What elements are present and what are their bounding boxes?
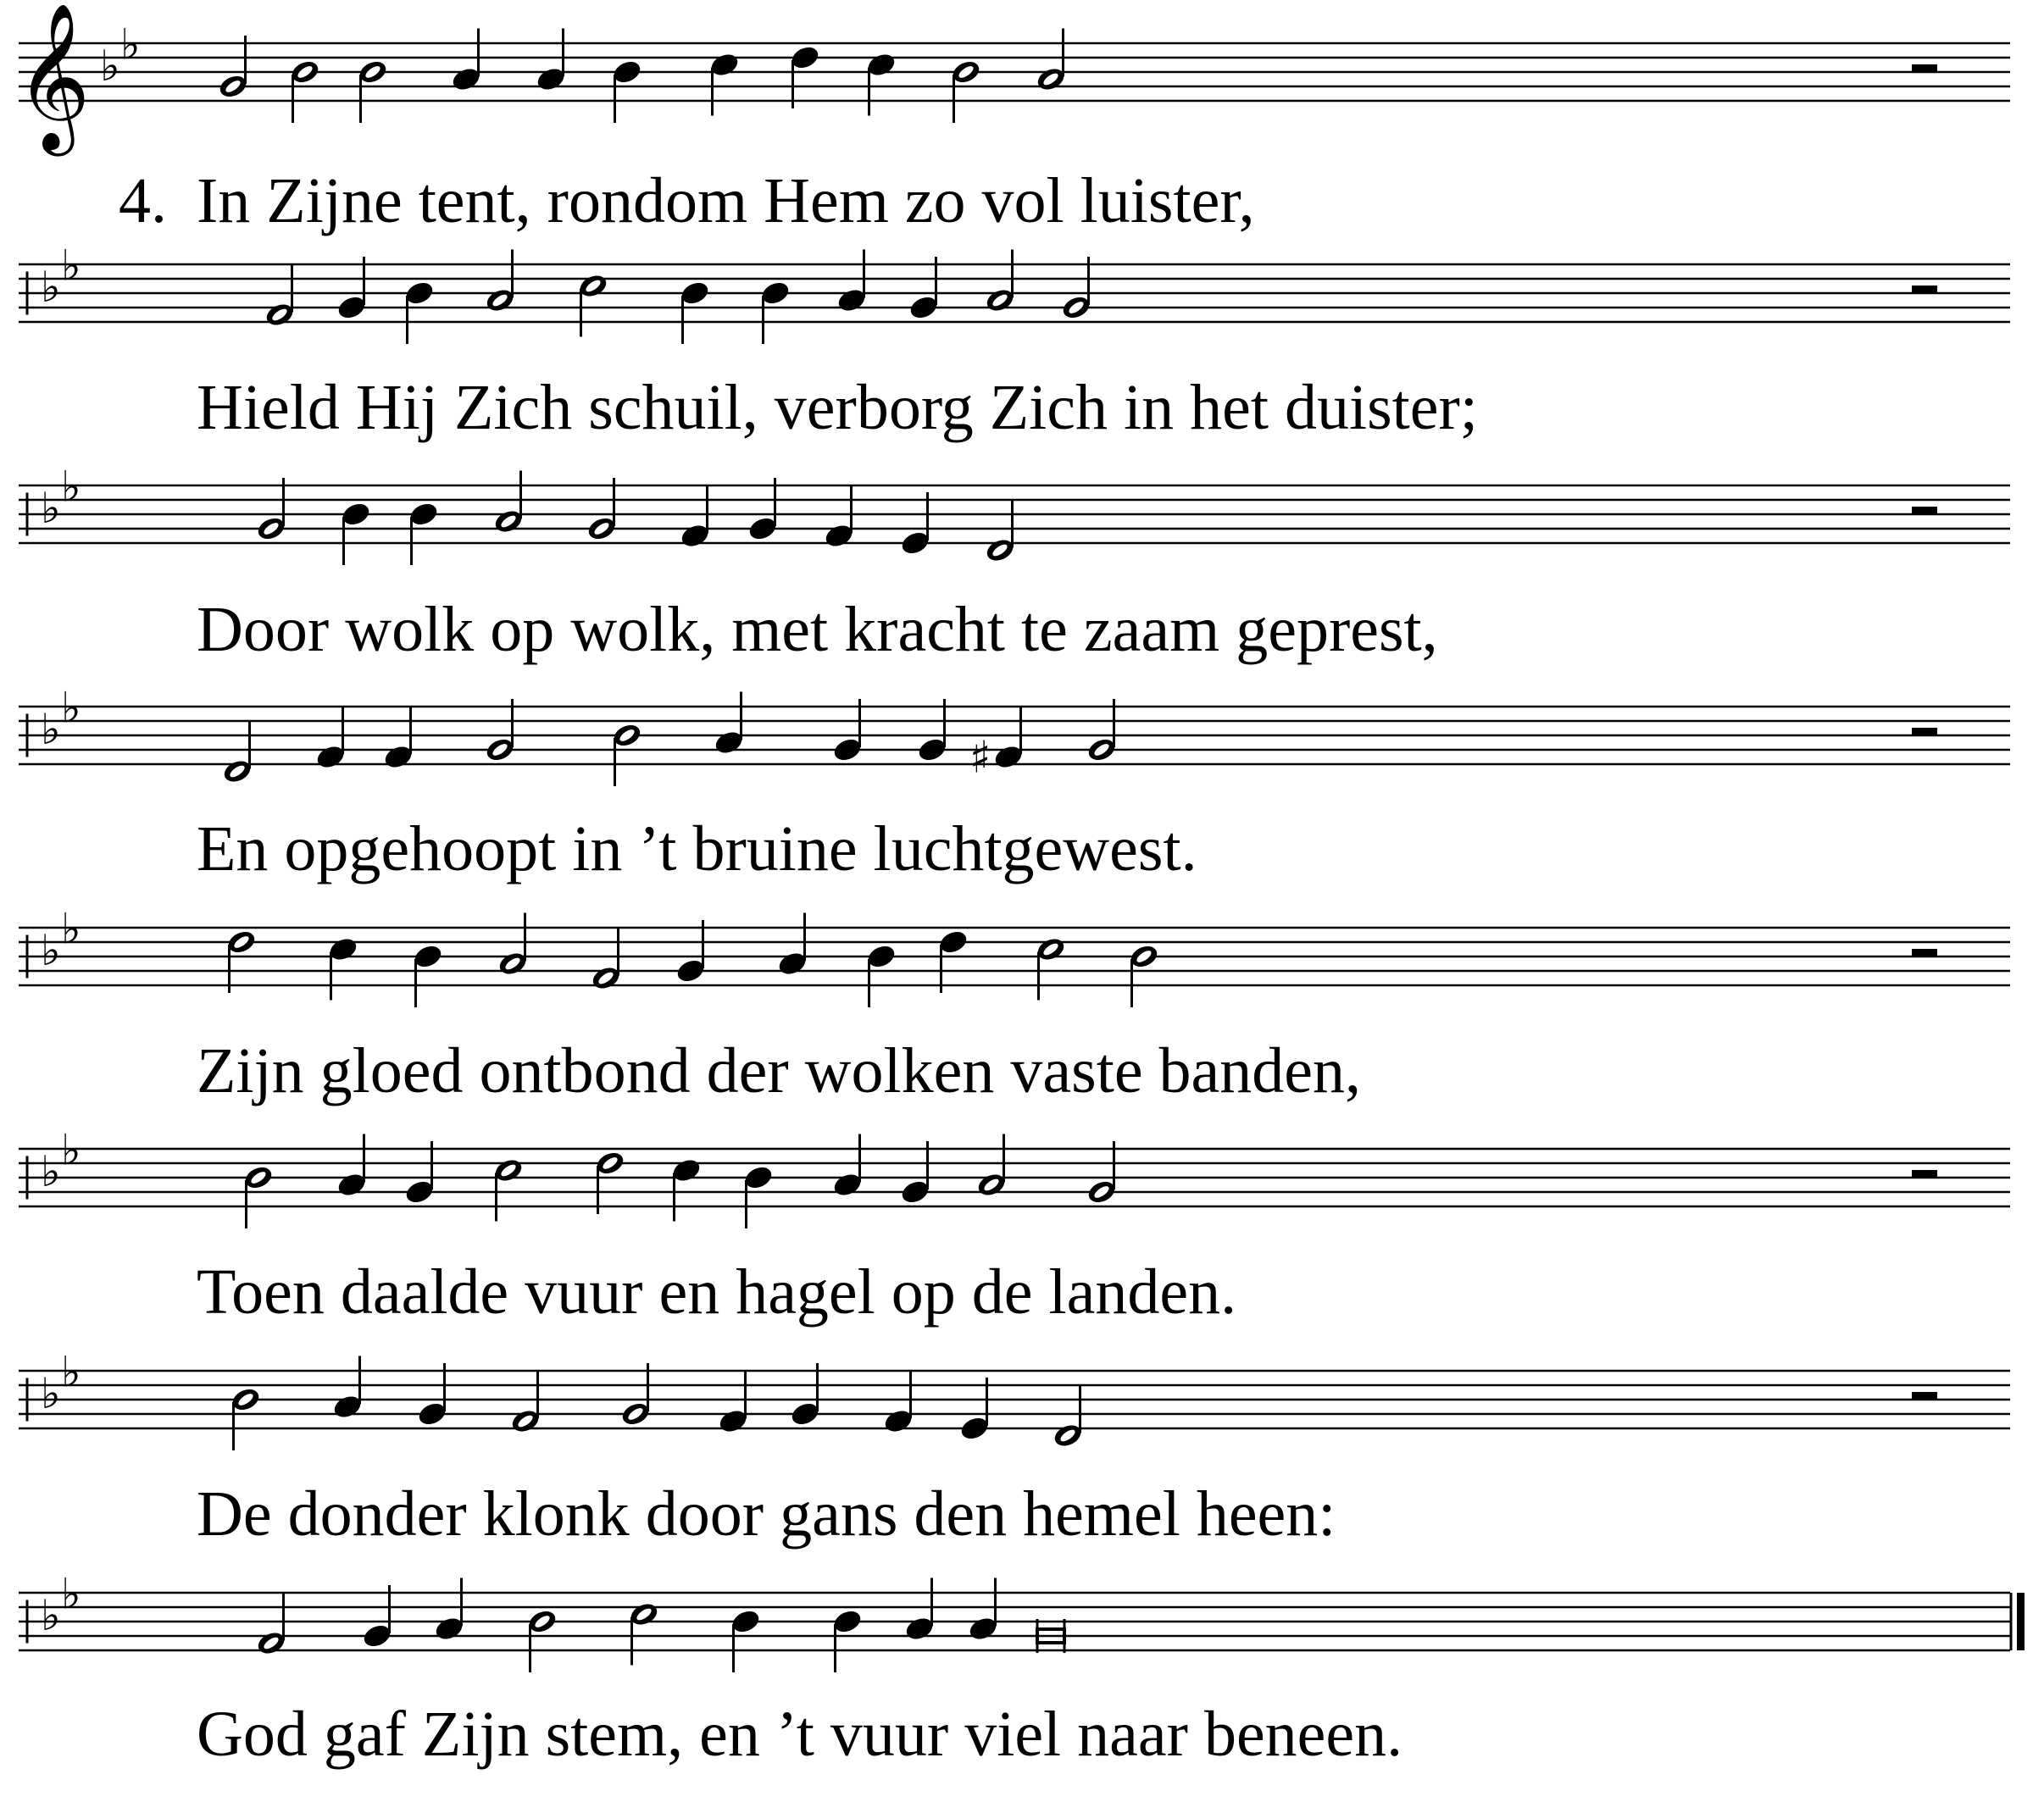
quarter-note [836, 250, 868, 315]
half-note [984, 500, 1016, 565]
half-note [1060, 257, 1092, 322]
quarter-note [327, 935, 359, 1001]
quarter-note [823, 485, 855, 551]
quarter-note [789, 43, 821, 108]
flat-icon: ♭ [100, 42, 120, 91]
lyric-line: Door wolk op wolk, met kracht te zaam geprest, [197, 594, 1438, 665]
half-note [577, 272, 609, 337]
quarter-note [742, 1163, 775, 1228]
flat-icon: ♭ [41, 926, 61, 975]
flat-icon: ♭ [41, 1147, 61, 1196]
quarter-note [679, 279, 711, 344]
quarter-note [382, 707, 414, 772]
sharp-icon: ♯ [969, 732, 991, 784]
quarter-note [776, 913, 808, 979]
lyric-line: Toen daalde vuur en hagel op de landen. [197, 1256, 1237, 1328]
quarter-note [831, 1607, 864, 1672]
quarter-note [336, 1134, 368, 1200]
half-note [484, 250, 516, 315]
half-note [497, 913, 529, 979]
staff [19, 684, 2010, 787]
lyric-line: God gaf Zijn stem, en ’t vuur viel naar beneen. [197, 1699, 1403, 1770]
half-note [255, 1593, 287, 1658]
half-note [230, 1385, 262, 1450]
staff [15, 3, 2010, 157]
quarter-note [535, 29, 567, 94]
quarter-note [969, 707, 1025, 784]
rest-icon [1912, 949, 1937, 956]
half-note [1035, 935, 1067, 1001]
half-note [509, 1371, 542, 1436]
flat-icon: ♭ [41, 705, 61, 754]
flat-icon: ♭ [61, 1347, 81, 1397]
quarter-note [730, 1607, 762, 1672]
quarter-note [433, 1578, 465, 1644]
half-note [628, 1600, 660, 1666]
staff [19, 463, 2010, 566]
quarter-note [789, 1363, 821, 1428]
quarter-note [450, 29, 482, 94]
rest-icon [1912, 1392, 1937, 1400]
flat-icon: ♭ [61, 241, 81, 291]
lyric-line: In Zijne tent, rondom Hem zo vol luister, [197, 165, 1255, 236]
half-note [242, 1163, 275, 1228]
half-note [484, 699, 516, 764]
half-note [221, 721, 253, 786]
half-note [975, 1134, 1008, 1200]
staff [19, 1126, 2010, 1229]
quarter-note [675, 920, 707, 985]
quarter-note [403, 279, 436, 344]
quarter-note [336, 257, 368, 322]
half-note [1128, 942, 1160, 1007]
quarter-note [314, 707, 347, 772]
flat-icon: ♭ [41, 1369, 61, 1418]
quarter-note [916, 699, 948, 764]
flat-icon: ♭ [41, 484, 61, 533]
half-note [357, 58, 389, 123]
half-note [950, 58, 982, 123]
quarter-note [412, 942, 444, 1007]
flat-icon: ♭ [41, 263, 61, 312]
quarter-note [679, 485, 711, 551]
half-note [590, 928, 622, 993]
rest-icon [1912, 507, 1937, 514]
staff [19, 241, 2010, 345]
quarter-note [882, 1371, 914, 1436]
quarter-note [416, 1363, 448, 1428]
half-note [526, 1607, 558, 1672]
quarter-note [759, 279, 791, 344]
half-note [217, 36, 249, 101]
rest-icon [1912, 1170, 1937, 1178]
rest-icon [1912, 64, 1937, 72]
quarter-note [831, 1134, 864, 1200]
lyric-line: De donder klonk door gans den hemel heen: [197, 1478, 1336, 1550]
half-note [611, 721, 643, 786]
treble-clef-icon: 𝄞 [15, 3, 91, 150]
rest-icon [1912, 286, 1937, 293]
quarter-note [340, 500, 372, 565]
half-note [289, 58, 321, 123]
half-note [619, 1363, 652, 1428]
flat-icon: ♭ [61, 1125, 81, 1175]
half-note [492, 471, 525, 536]
quarter-note [865, 942, 897, 1007]
quarter-note [408, 500, 440, 565]
half-note [594, 1149, 626, 1214]
staff [19, 1348, 2010, 1451]
half-note [225, 928, 258, 993]
quarter-note [331, 1356, 364, 1422]
half-note [984, 250, 1016, 315]
half-note [255, 478, 287, 543]
flat-icon: ♭ [61, 462, 81, 512]
lyric-line: Zijn gloed ontbond der wolken vaste banden, [197, 1035, 1362, 1106]
quarter-note [903, 1578, 936, 1644]
quarter-note [831, 699, 864, 764]
quarter-note [899, 492, 931, 557]
half-note [264, 264, 296, 330]
half-note [1052, 1385, 1084, 1450]
verse-number: 4. [119, 165, 167, 236]
flat-icon: ♭ [61, 904, 81, 954]
quarter-note [865, 51, 897, 116]
flat-icon: ♭ [61, 1569, 81, 1619]
flat-icon: ♭ [120, 19, 141, 69]
half-note [586, 478, 618, 543]
staff [19, 1570, 2025, 1673]
half-note [492, 1156, 525, 1222]
half-note [1086, 1141, 1118, 1206]
lyric-line: En opgehoopt in ’t bruine luchtgewest. [197, 813, 1197, 884]
half-note [1035, 29, 1067, 94]
quarter-note [747, 478, 779, 543]
quarter-note [403, 1141, 436, 1206]
quarter-note [958, 1378, 991, 1443]
staff [19, 905, 2010, 1008]
quarter-note [708, 51, 741, 116]
flat-icon: ♭ [41, 1591, 61, 1640]
quarter-note [899, 1141, 931, 1206]
lyric-line: Hield Hij Zich schuil, verborg Zich in het duister; [197, 372, 1478, 443]
quarter-note [937, 928, 969, 993]
quarter-note [611, 58, 643, 123]
quarter-note [717, 1371, 749, 1436]
quarter-note [908, 257, 940, 322]
final-barline [2011, 1593, 2025, 1650]
rest-icon [1912, 728, 1937, 735]
quarter-note [361, 1585, 393, 1650]
half-note [1086, 699, 1118, 764]
quarter-note [967, 1578, 999, 1644]
quarter-note [670, 1156, 703, 1222]
quarter-note [713, 692, 745, 757]
flat-icon: ♭ [61, 683, 81, 733]
